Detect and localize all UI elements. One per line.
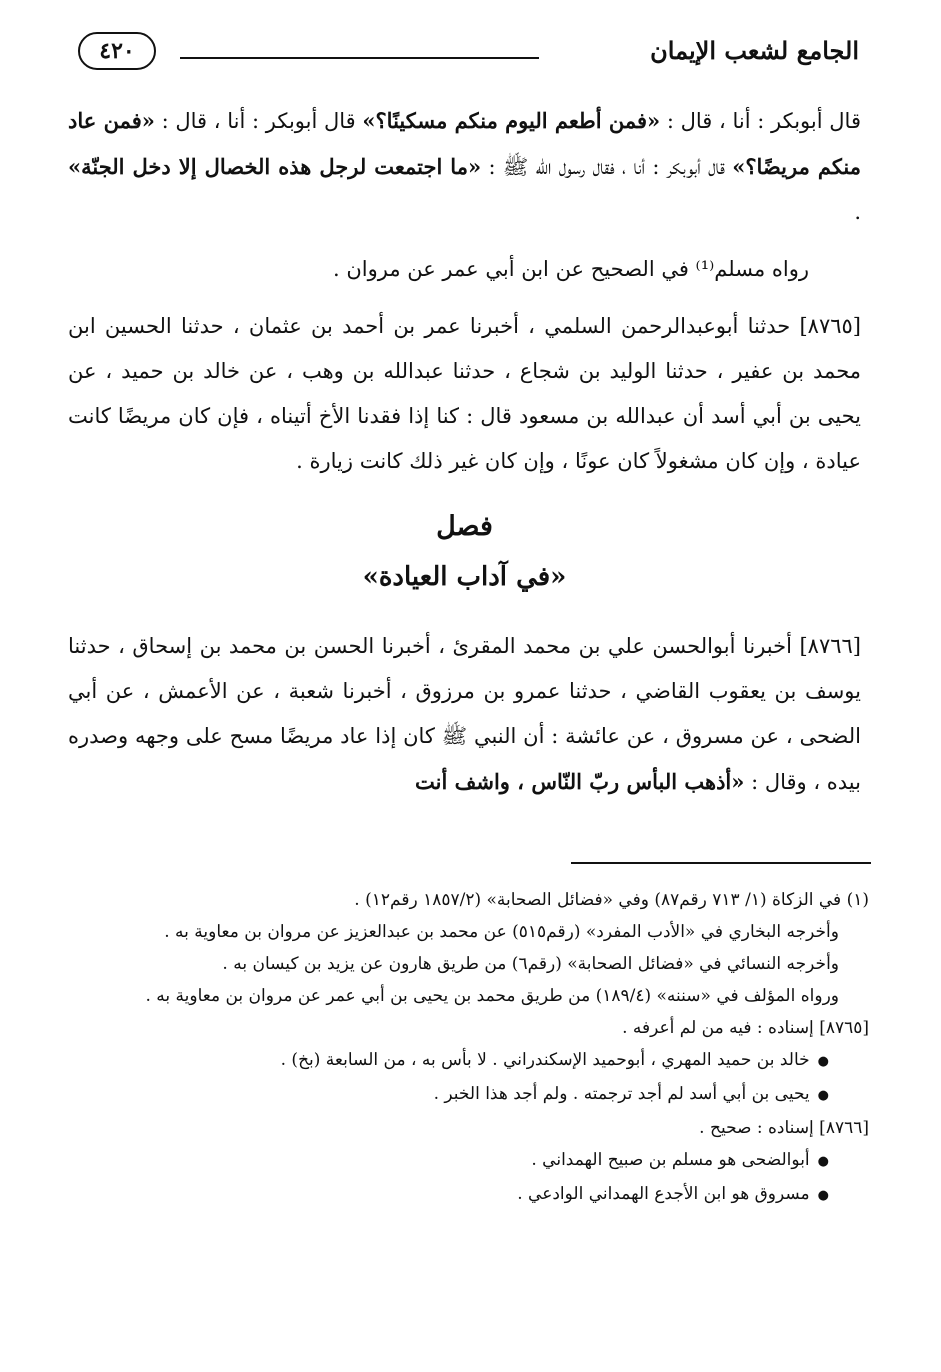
paragraph-hadith-continuation: قال أبوبكر : أنا ، قال : «فمن أطعم اليوم منكم مسكينًا؟» قال أبوبكر : أنا ، قال : «فمن عاد منكم مريضًا؟» قال أبوبكر : أنا ، فقال رسول الله ﷺ : «ما اجتمعت لرجل هذه الخصال إلا دخل الجنّة» . (68, 108, 861, 224)
section-heading: فصل (436, 511, 493, 542)
book-title: الجامع لشعب الإيمان (650, 36, 859, 65)
footnote-8765-list (68, 1044, 869, 1112)
section-subheading: «في آداب العيادة» (362, 562, 567, 592)
header-rule (180, 57, 539, 59)
footnote-1-line: وأخرجه النسائي في «فضائل الصحابة» (رقم٦) من طريق هارون عن يزيد بن كيسان به . (222, 954, 839, 974)
list-item: ● أبوالضحى هو مسلم بن صبيح الهمداني . (68, 1144, 829, 1178)
paragraph-hadith-8766: [٨٧٦٦] أخبرنا أبوالحسن علي بن محمد المقرئ ، أخبرنا الحسن بن محمد بن إسحاق ، حدثنا يوسف بن يعقوب القاضي ، حدثنا عمرو بن مرزوق ، أخبرنا شعبة ، عن الأعمش ، عن أبي الضحى ، عن مسروق ، عن عائشة : أن النبي ﷺ كان إذا عاد مريضًا مسح على وجهه وصدره بيده ، وقال : «أذهب البأس ربّ النّاس ، واشف أنت (68, 634, 861, 794)
main-text (68, 98, 861, 817)
page-number: ٤٢٠ (78, 32, 156, 70)
footnote-8765-heading: [٨٧٦٥] إسناده : فيه من لم أعرفه . (622, 1018, 869, 1038)
page-header (78, 28, 859, 76)
list-item: ● خالد بن حميد المهري ، أبوحميد الإسكندراني . لا بأس به ، من السابعة (بخ) . (68, 1044, 829, 1078)
paragraph-hadith-8765: [٨٧٦٥] حدثنا أبوعبدالرحمن السلمي ، أخبرنا عمر بن أحمد بن عثمان ، حدثنا الحسين ابن محمد بن عفير ، حدثنا الوليد بن شجاع ، حدثنا عبدالله بن وهب ، عن خالد بن حميد ، عن يحيى بن أبي أسد أن عبدالله بن مسعود قال : كنا إذا فقدنا الأخ أتيناه ، فإن كان مريضًا كانت عيادة ، وإن كان مشغولاً كان عونًا ، وإن كان غير ذلك كانت زيارة . (68, 314, 861, 473)
footnote-separator (571, 862, 871, 864)
paragraph-attribution: رواه مسلم⁽¹⁾ في الصحيح عن ابن أبي عمر عن مروان . (332, 257, 809, 281)
footnote-1-line: وأخرجه البخاري في «الأدب المفرد» (رقم٥١٥) عن محمد بن عبدالعزيز عن مروان بن معاوية به . (164, 922, 839, 942)
footnote-8766-heading: [٨٧٦٦] إسناده : صحيح . (699, 1118, 869, 1138)
list-item: ● يحيى بن أبي أسد لم أجد ترجمته . ولم أجد هذا الخبر . (68, 1078, 829, 1112)
footnote-1: (١) في الزكاة (١/ ٧١٣ رقم٨٧) وفي «فضائل الصحابة» (١٨٥٧/٢ رقم١٢) . (354, 890, 869, 910)
footnote-8766-list (68, 1144, 869, 1212)
footnotes (68, 884, 869, 1212)
list-item: ● مسروق هو ابن الأجدع الهمداني الوادعي . (68, 1178, 829, 1212)
footnote-1-line: ورواه المؤلف في «سننه» (١٨٩/٤) من طريق محمد بن يحيى بن أبي عمر عن مروان بن معاوية به . (145, 986, 839, 1006)
